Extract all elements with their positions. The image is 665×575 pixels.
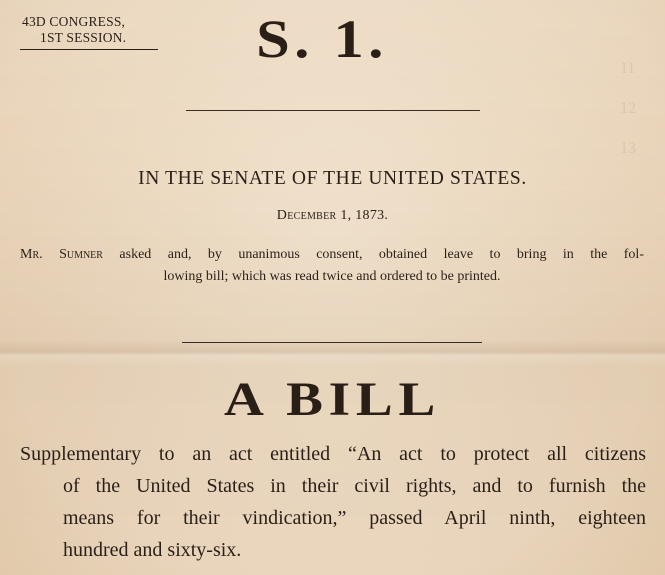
introduction-text: asked and, by unanimous consent, obtained leave to bring in the fol- xyxy=(102,247,644,262)
bleed-through-mark: 13 xyxy=(620,140,636,157)
description-line: hundred and sixty-six. xyxy=(63,539,242,561)
description-line: Supplementary to an act entitled “An act to protect all citizens xyxy=(20,443,646,465)
bleed-through-mark: 11 xyxy=(620,60,636,77)
bill-title: A BILL xyxy=(223,373,442,426)
paper-fold xyxy=(0,340,665,366)
bleed-through-mark: 12 xyxy=(620,100,636,117)
bill-number: S. 1. xyxy=(256,9,388,69)
session-underline xyxy=(20,49,158,50)
session-block xyxy=(20,14,158,50)
congress-label: 43D CONGRESS, xyxy=(22,14,126,29)
middle-divider xyxy=(182,342,482,343)
sponsor-name: Mr. Sumner xyxy=(20,247,103,262)
description-line: means for their vindication,” passed April ninth, eighteen xyxy=(63,507,646,529)
description-line: of the United States in their civil rights, and to furnish the xyxy=(63,475,646,497)
introduction-line-2: lowing bill; which was read twice and ordered to be printed. xyxy=(163,269,501,284)
bill-description xyxy=(20,438,646,566)
introduction-line-1 xyxy=(20,244,644,266)
top-divider xyxy=(186,110,480,111)
bill-date: December 1, 1873. xyxy=(276,208,389,223)
chamber-heading: IN THE SENATE OF THE UNITED STATES. xyxy=(138,168,527,189)
session-label: 1ST SESSION. xyxy=(40,30,127,45)
introduction-paragraph xyxy=(20,244,644,288)
